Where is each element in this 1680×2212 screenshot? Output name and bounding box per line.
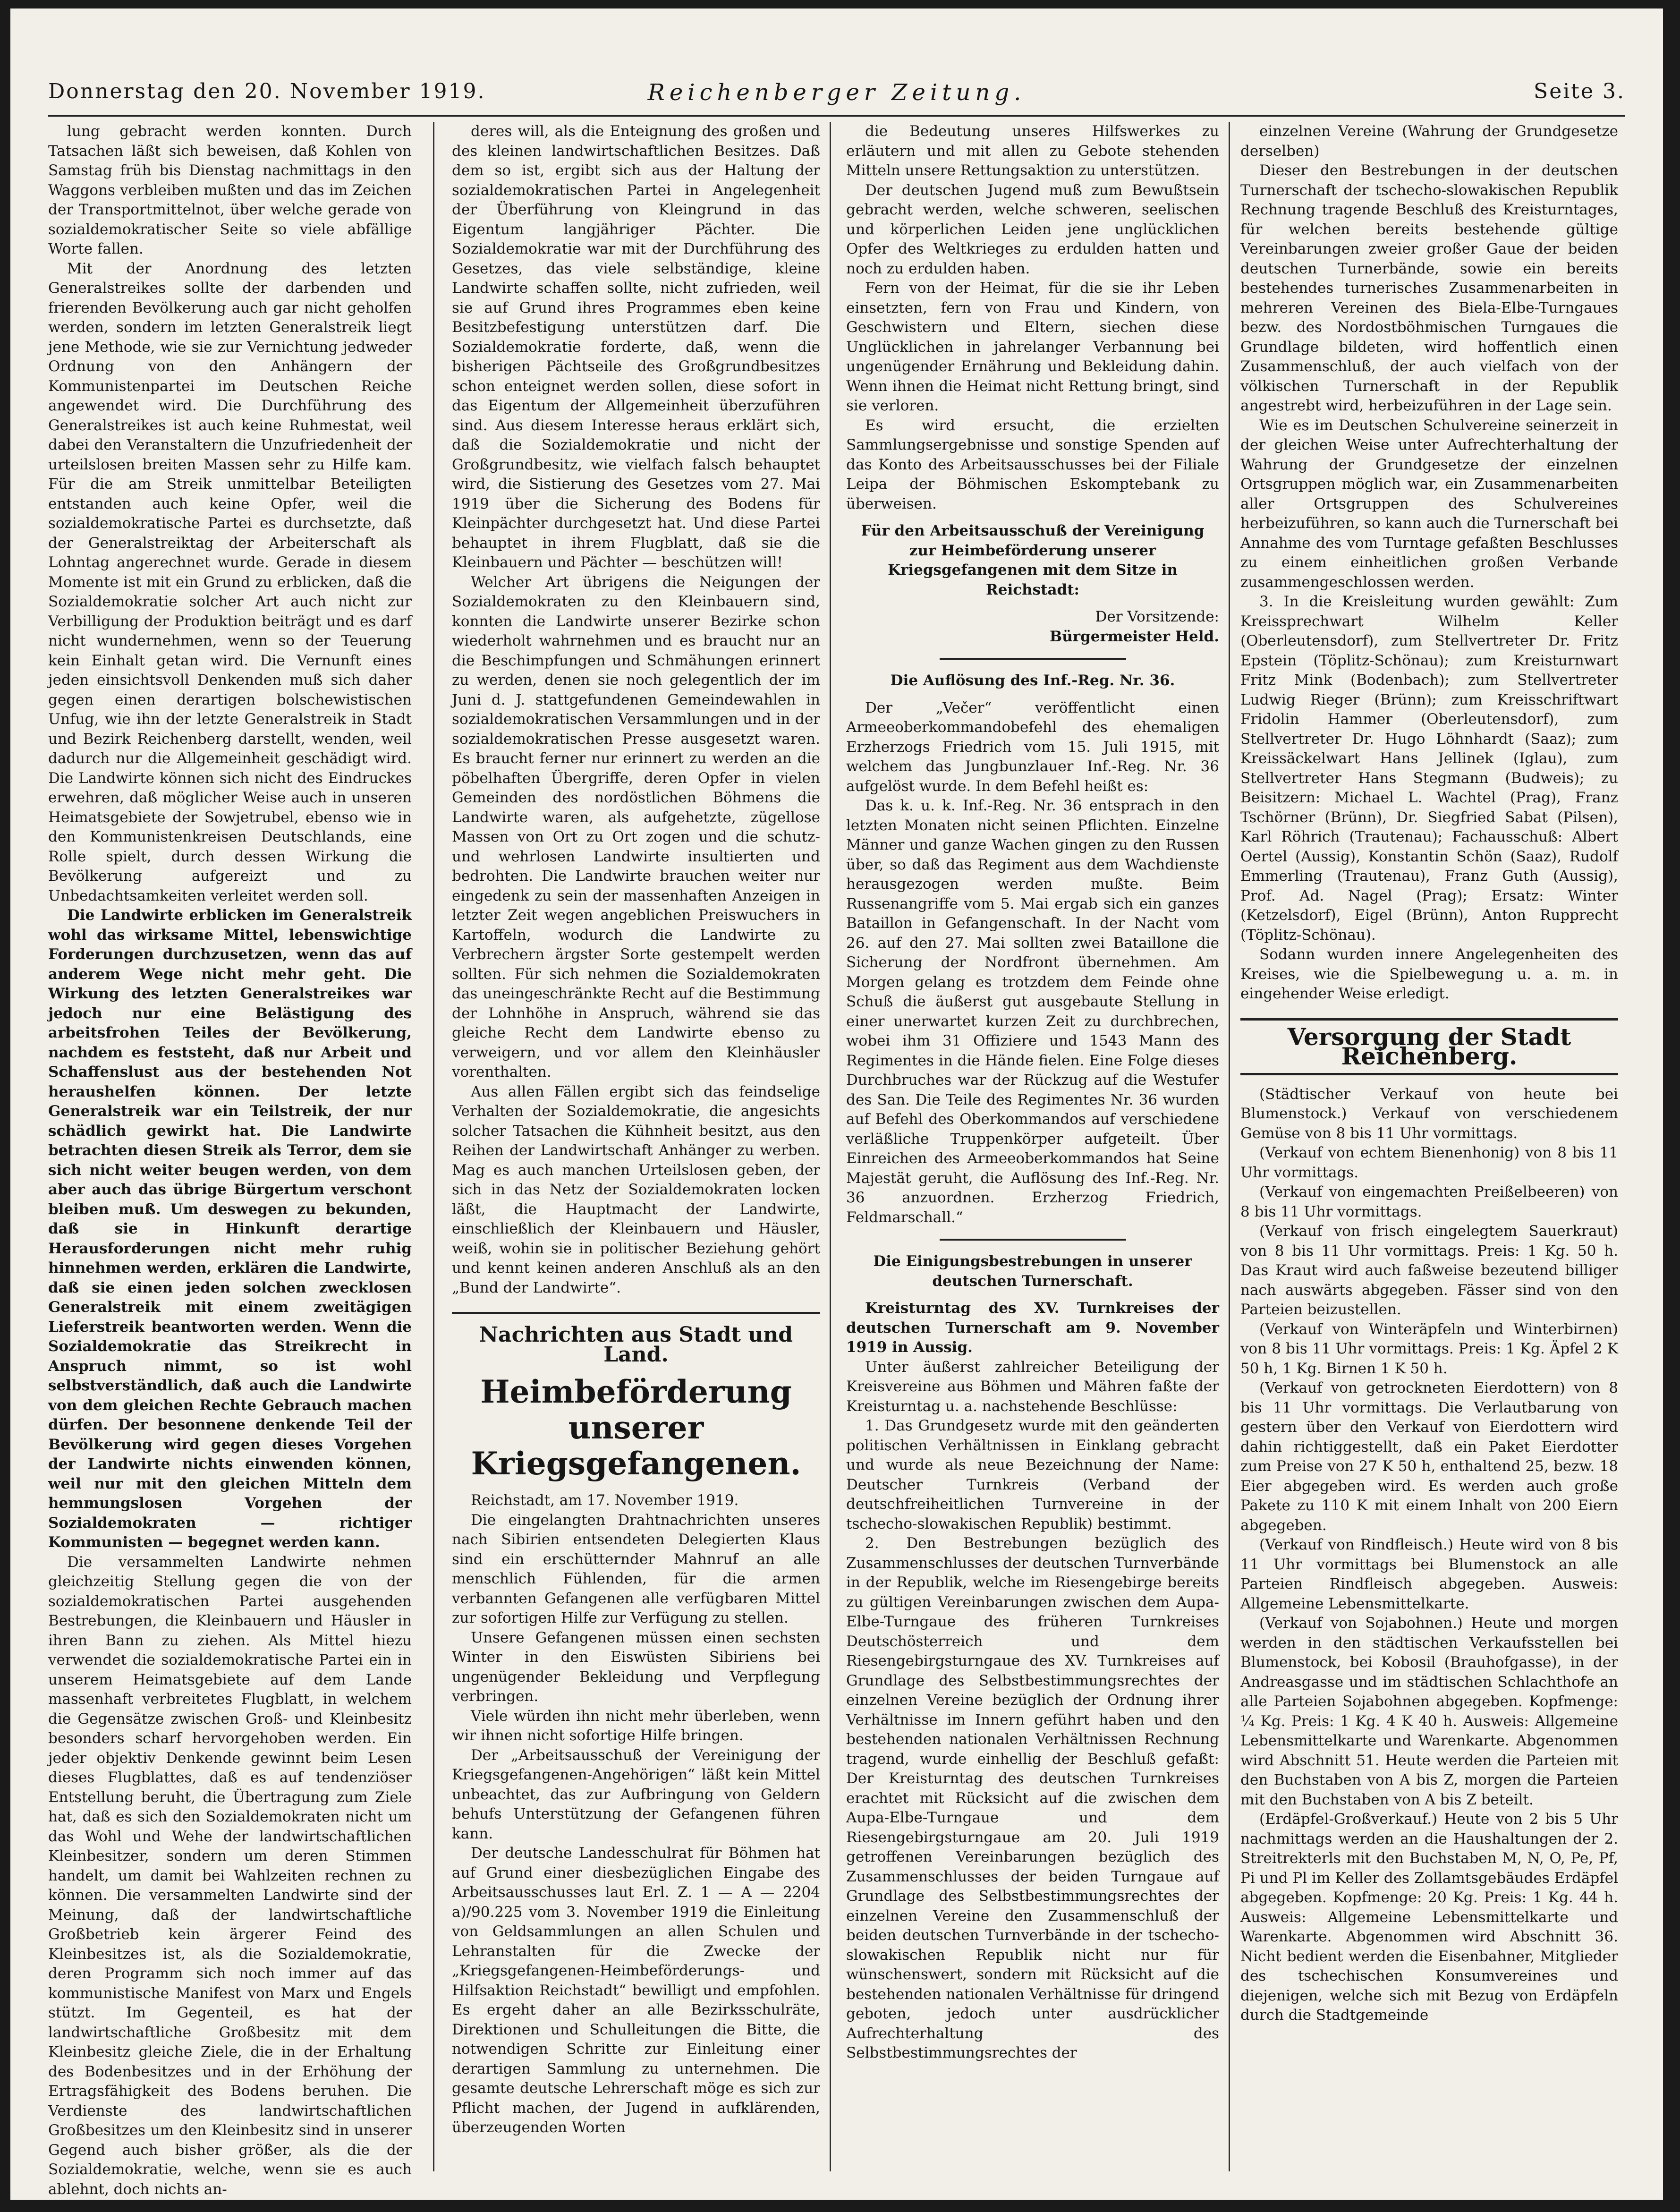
column-rule — [830, 122, 831, 2171]
article-headline: Heimbeförderung unserer Kriegsgefangenen. — [471, 1373, 801, 1482]
paragraph: (Verkauf von getrockneten Eierdottern) von 8 bis 11 Uhr vormittags. Die Verlautbarung von gestern über den Verkauf von Eierdottern wird dahin richtiggestellt, daß ein Paket Eierdotter zum Preise von 27 K 50 h, enthaltend 25, bezw. 18 Eier abgegeben wird. Es werden auch große Pakete zu 110 K mit einem Inhalt von 200 Eiern abgegeben. — [1240, 1379, 1618, 1534]
paragraph: Unter äußerst zahlreicher Beteiligung der Kreisvereine aus Böhmen und Mähren faßte der Kreisturntag u. a. nachstehende Beschlüsse: — [846, 1358, 1219, 1415]
paragraph: Unsere Gefangenen müssen einen sechsten Winter in den Eiswüsten Sibiriens bei ungenügender Bekleidung und Verpflegung verbringen. — [452, 1629, 820, 1705]
paragraph: (Verkauf von echtem Bienenhonig) von 8 bis 11 Uhr vormittags. — [1240, 1144, 1618, 1181]
paragraph: Wie es im Deutschen Schulvereine seinerzeit in der gleichen Weise unter Aufrechterhaltung der Wahrung der Grundgesetze der einzelnen Ortsgruppen möglich war, ein Zusammenarbeiten aller Ortsgruppen des Schulvereines herbeizuführen, so kann auch die Turnerschaft bei Annahme des vom Turntage gefaßten Beschlusses zu einem einheitlichen großen Verbande zusammengeschlossen werden. — [1240, 417, 1618, 591]
paragraph: Kreisturntag des XV. Turnkreises der deutschen Turnerschaft am 9. November 1919 in Aussig. — [846, 1300, 1219, 1356]
section-heading: Versorgung der Stadt Reichenberg. — [1240, 1018, 1618, 1075]
paragraph: 2. Den Bestrebungen bezüglich des Zusammenschlusses der deutschen Turnverbände in der Republik, welche im Riesengebirge bereits zu gültigen Vereinbarungen zwischen dem Aupa-Elbe-Turngaue des früheren Turnkreises Deutschösterreich und dem Riesengebirgsturngaue des XV. Turnkreises auf Grundlage des Selbstbestimmungsrechtes der einzelnen Vereine bezüglich der Ordnung ihrer Verhältnisse im Innern geführt haben und den bestehenden nationalen Verhältnissen Rechnung tragend, wurde einhellig der Beschluß gefaßt: Der Kreisturntag des deutschen Turnkreises erachtet mit Rücksicht auf die zwischen dem Aupa-Elbe-Turngaue und dem Riesengebirgsturngaue am 20. Juli 1919 getroffenen Vereinbarungen bezüglich des Zusammenschlusses der beiden Turngaue auf Grundlage des Selbstbestimmungsrechtes der einzelnen Vereine den Zusammenschluß der beiden deutschen Turnverbände in der tschecho-slowakischen Republik nicht nur für wünschenswert, sondern mit Rücksicht auf die bestehenden nationalen Verhältnisse für dringend geboten, jedoch unter ausdrücklicher Aufrechterhaltung des Selbstbestimmungsrechtes der — [846, 1535, 1219, 2061]
paragraph: Welcher Art übrigens die Neigungen der Sozialdemokraten zu den Kleinbauern sind, konnten die Landwirte unserer Bezirke schon wiederholt wahrnehmen und es braucht nur an die Beschimpfungen und Schmähungen erinnert zu werden, denen sie noch gelegentlich der im Juni d. J. stattgefundenen Gemeindewahlen in sozialdemokratischen Versammlungen und in der sozialdemokratischen Presse ausgesetzt waren. Es braucht ferner nur erinnert zu werden an die pöbelhaften Übergriffe, deren Opfer in vielen Gemeinden des nordöstlichen Böhmens die Landwirte waren, als aufgehetzte, zügellose Massen von Ort zu Ort zogen und die schutz- und wehrlosen Landwirte insultierten und bedrohten. Die Landwirte brauchen weiter nur eingedenk zu sein der massenhaften Anzeigen in letzter Zeit wegen angeblichen Preiswuchers in Kartoffeln, wodurch die Landwirte zu Verbrechern ärgster Sorte gestempelt werden sollten. Für sich nehmen die Sozialdemokraten das uneingeschränkte Recht auf die Bestimmung der Lohnhöhe in Anspruch, während sie das gleiche Recht dem Landwirte ebenso zu verweigern, und vor allem den Kleinhäusler vorenthalten. — [452, 573, 820, 1080]
paragraph: Der deutsche Landesschulrat für Böhmen hat auf Grund einer diesbezüglichen Eingabe des Arbeitsausschusses laut Erl. Z. 1 — A — 2204 a)/90.225 vom 3. November 1919 die Einleitung von Geldsammlungen an allen Schulen und Lehranstalten für die Zwecke der „Kriegsgefangenen-Heimbeförderungs- und Hilfsaktion Reichstadt“ bewilligt und empfohlen. Es ergeht daher an alle Bezirksschulräte, Direktionen und Schulleitungen die Bitte, die notwendigen Schritte zur Einleitung einer derartigen Sammlung zu unternehmen. Die gesamte deutsche Lehrerschaft möge es sich zur Pflicht machen, der Jugend in aufklärenden, überzeugenden Worten — [452, 1845, 820, 2136]
paragraph: Der „Arbeitsausschuß der Vereinigung der Kriegsgefangenen-Angehörigen“ läßt kein Mittel unbeachtet, das zur Aufbringung von Geldern behufs Unterstützung der Gefangenen führen kann. — [452, 1746, 820, 1842]
paragraph: Die Landwirte erblicken im Generalstreik wohl das wirksame Mittel, lebenswichtige Forderungen durchzusetzen, wenn das auf anderem Wege nicht mehr geht. Die Wirkung des letzten Generalstreikes war jedoch nur eine Belästigung des arbeitsfrohen Teiles der Bevölkerung, nachdem es feststeht, daß nur Arbeit und Schaffenslust aus der bestehenden Not heraushelfen können. Der letzte Generalstreik war ein Teilstreik, der nur schädlich gewirkt hat. Die Landwirte betrachten diesen Streik als Terror, dem sie sich nicht weiter beugen werden, von dem aber auch das übrige Bürgertum verschont bleiben muß. Um deswegen zu bekunden, daß sie in Hinkunft derartige Herausforderungen nicht mehr ruhig hinnehmen werden, erklären die Landwirte, daß sie einen jeden solchen zwecklosen Generalstreik mit einem zweitägigen Lieferstreik beantworten werden. Wenn die Sozialdemokratie das Streikrecht in Anspruch nimmt, so ist wohl selbstverständlich, daß auch die Landwirte von dem gleichen Rechte Gebrauch machen dürfen. Der besonnene denkende Teil der Bevölkerung wird gegen dieses Vorgehen der Landwirte nichts einwenden können, weil nur mit den gleichen Mitteln dem hemmungslosen Vorgehen der Sozialdemokraten — richtiger Kommunisten — begegnet werden kann. — [48, 907, 412, 1551]
paragraph: deres will, als die Enteignung des großen und des kleinen landwirtschaftlichen Besitzes. Daß dem so ist, ergibt sich aus der Haltung der sozialdemokratischen Partei in Angelegenheit der Überführung von Kleingrund in das Eigentum langjähriger Pächter. Die Sozialdemokratie war mit der Durchführung des Gesetzes, das viele selbständige, kleine Landwirte schaffen sollte, nicht zufrieden, weil sie auf Grund ihres Programmes eben keine Besitzbefestigung unterstützen darf. Die Sozialdemokratie forderte, daß, wenn die bisherigen Pächtseile des Großgrundbesitzes schon enteignet werden sollen, diese sofort in das Eigentum der Allgemeinheit überzuführen sind. Aus diesem Interesse heraus erklärt sich, daß die Sozialdemokratie und nicht der Großgrundbesitz, wie vielfach falsch behauptet wird, die Sistierung des Gesetzes vom 27. Mai 1919 über die Sicherung des Bodens für Kleinpächter durchgesetzt hat. Und diese Partei behauptet in ihrem Flugblatt, daß sie die Kleinbauern und Pächter — beschützen will! — [452, 123, 820, 571]
article-heading: Die Auflösung des Inf.-Reg. Nr. 36. — [890, 672, 1175, 689]
paragraph: 1. Das Grundgesetz wurde mit den geänderten politischen Verhältnissen in Einklang gebracht und wurde als neue Bezeichnung der Name: Deutscher Turnkreis (Verband der deutschfreiheitlichen Turnvereine in der tschecho-slowakischen Republik) bestimmt. — [846, 1417, 1219, 1532]
paragraph: (Verkauf von Rindfleisch.) Heute wird von 8 bis 11 Uhr vormittags bei Blumenstock an alle Parteien Rindfleisch abgegeben. Ausweis: Allgemeine Lebensmittelkarte. — [1240, 1536, 1618, 1612]
header-date: Donnerstag den 20. November 1919. — [48, 79, 486, 103]
divider — [940, 658, 1126, 660]
paragraph: Der deutschen Jugend muß zum Bewußtsein gebracht werden, welche schweren, seelischen und körperlichen Leiden jene unglücklichen Opfer des Weltkrieges zu erdulden hatten und noch zu erdulden haben. — [846, 181, 1219, 277]
paragraph: (Erdäpfel-Großverkauf.) Heute von 2 bis 5 Uhr nachmittags werden an die Haushaltungen der 2. Streitrekterls mit den Buchstaben M, N, O, Pe, Pf, Pi und Pl im Keller des Zollamtsgebäudes Erdäpfel abgegeben. Kopfmenge: 20 Kg. Preis: 1 Kg. 44 h. Ausweis: Allgemeine Lebensmittelkarte und Warenkarte. Abgenommen wird Abschnitt 36. Nicht bedient werden die Eisenbahner, Mitglieder des tschechischen Konsumvereines und diejenigen, welche sich mit Bezug von Erdäpfeln durch die Stadtgemeinde — [1240, 1811, 1618, 2024]
paragraph: (Verkauf von eingemachten Preißelbeeren) von 8 bis 11 Uhr vormittags. — [1240, 1183, 1618, 1220]
paragraph: Mit der Anordnung des letzten Generalstreikes sollte der darbenden und frierenden Bevölkerung auch gar nicht geholfen werden, sondern im letzten Generalstreik liegt jene Methode, wie sie zur Vernichtung jedweder Ordnung von den Anhängern der Kommunistenpartei im Deutschen Reiche angewendet wird. Die Durchführung des Generalstreikes ist auch keine Ruhmestat, weil dabei den Veranstaltern die Unzufriedenheit der urteilslosen breiten Massen sehr zu Hilfe kam. Für die am Streik unmittelbar Beteiligten entstanden auch keine Opfer, weil die sozialdemokratische Partei es durchsetzte, daß der Generalstreiktag der Arbeiterschaft als Lohntag angerechnet wurde. Gerade in diesem Momente ist mit ein Grund zu erblicken, daß die Sozialdemokratie solcher Art auch nicht zur Verbilligung der Produktion beiträgt und es darf nicht wundernehmen, wenn so der Teuerung kein Einhalt getan wird. Die Vernunft eines jeden einsichtsvoll Denkenden muß sich daher gegen einen derartigen bolschewistischen Unfug, wie ihn der letzte Generalstreik in Stadt und Bezirk Reichenberg darstellt, wenden, weil dadurch nur die Allgemeinheit geschädigt wird. Die Landwirte können sich nicht des Eindruckes erwehren, daß möglicher Weise auch in unseren Heimatsgebiete der Sowjetrubel, ebenso wie in den Kommunistenkreisen Deutschlands, eine Rolle spielt, durch dessen Wirkung die Bevölkerung aufgereizt und zu Unbedachtsamkeiten verleitet werden soll. — [48, 260, 412, 904]
header-masthead: Reichenberger Zeitung. — [647, 79, 1026, 106]
column-2 — [452, 122, 820, 2181]
paragraph: Sodann wurden innere Angelegenheiten des Kreises, wie die Spielbewegung u. a. m. in eingehender Weise erledigt. — [1240, 946, 1618, 1002]
dateline: Reichstadt, am 17. November 1919. — [471, 1492, 739, 1509]
paragraph: Der „Večer“ veröffentlicht einen Armeeoberkommandobefehl des ehemaligen Erzherzogs Friedrich vom 15. Juli 1915, mit welchem das Jungbunzlauer Inf.-Reg. Nr. 36 aufgelöst wurde. In dem Befehl heißt es: — [846, 699, 1219, 795]
article-heading: Die Einigungsbestrebungen in unserer deutschen Turnerschaft. — [873, 1253, 1192, 1290]
paragraph: Viele würden ihn nicht mehr überleben, wenn wir ihnen nicht sofortige Hilfe bringen. — [452, 1707, 820, 1744]
paragraph: Dieser den Bestrebungen in der deutschen Turnerschaft der tschecho-slowakischen Republik Rechnung tragende Beschluß des Kreisturntages, für welchen bereits bestehende gültige Vereinbarungen zweier großer Gaue der beiden deutschen Turnerbände, sowie ein bereits bestehendes turnerisches Zusammenarbeiten in mehreren Vereinen des Biela-Elbe-Turngaues bezw. des Nordostböhmischen Turngaues die Grundlage bildeten, wird hoffentlich einen Zusammenschluß, der auch vielfach von der völkischen Turnerschaft in der Republik angestrebt wird, herbeizuführen in der Lage sein. — [1240, 162, 1618, 414]
paragraph: (Verkauf von Winteräpfeln und Winterbirnen) von 8 bis 11 Uhr vormittags. Preis: 1 Kg. Äpfel 2 K 50 h, 1 Kg. Birnen 1 K 50 h. — [1240, 1320, 1618, 1377]
paragraph: Aus allen Fällen ergibt sich das feindselige Verhalten der Sozialdemokratie, die angesichts solcher Tatsachen die Kühnheit besitzt, aus den Reihen der Landwirtschaft Anhänger zu werben. Mag es auch manchen Urteilslosen geben, der sich in das Netz der Sozialdemokraten locken läßt, die Hauptmacht der Landwirte, einschließlich der Kleinbauern und Häusler, weiß, wohin sie in politischer Beziehung gehört und kennt keinen anderen Anschluß als an den „Bund der Landwirte“. — [452, 1083, 820, 1296]
column-3 — [846, 122, 1219, 2181]
column-rule — [433, 122, 434, 2171]
notice-heading: Für den Arbeitsausschuß der Vereinigung zur Heimbeförderung unserer Kriegsgefangenen mit dem Sitze in Reichstadt: — [861, 522, 1205, 598]
signature-name: Bürgermeister Held. — [1050, 628, 1219, 645]
paragraph: Die eingelangten Drahtnachrichten unseres nach Sibirien entsendeten Delegierten Klaus sind ein erschütternder Mahnruf an alle menschlich Fühlenden, für die armen verbannten Gefangenen alle verfügbaren Mittel zur sofortigen Hilfe zur Verfügung zu stellen. — [452, 1511, 820, 1626]
paragraph: lung gebracht werden konnten. Durch Tatsachen läßt sich beweisen, daß Kohlen von Samstag früh bis Dienstag nachmittags in den Waggons verbleiben mußten und das im Zeichen der Transportmittelnot, über welche gerade von sozialdemokratischer Seite so viele abfällige Worte fallen. — [48, 123, 412, 257]
paragraph: (Verkauf von frisch eingelegtem Sauerkraut) von 8 bis 11 Uhr vormittags. Preis: 1 Kg. 50 h. Das Kraut wird auch faßweise bezeutend billiger nach auswärts abgegeben. Fässer sind von den Parteien beizustellen. — [1240, 1223, 1618, 1318]
signature-title: Der Vorsitzende: — [1095, 608, 1219, 625]
paragraph: 3. In die Kreisleitung wurden gewählt: Zum Kreissprechwart Wilhelm Keller (Oberleutensdorf), zum Stellvertreter Dr. Fritz Epstein (Töplitz-Schönau); zum Kreisturnwart Fritz Mink (Bodenbach); zum Stellvertreter Ludwig Rieger (Brünn); zum Kreisschriftwart Fridolin Hammer (Oberleutensdorf), zum Stellvertreter Dr. Hugo Löhnhardt (Saaz); zum Kreissäckelwart Hans Jellinek (Iglau), zum Stellvertreter Hans Stegmann (Budweis); zu Beisitzern: Michael L. Wachtel (Prag), Franz Tschörner (Brünn), Dr. Siegfried Sabat (Pilsen), Karl Röhrich (Trautenau); Fachausschuß: Albert Oertel (Aussig), Konstantin Schön (Saaz), Rudolf Emmerling (Trautenau), Franz Guth (Aussig), Prof. Ad. Nagel (Prag); Ersatz: Winter (Ketzelsdorf), Eigel (Brünn), Anton Rupprecht (Töplitz-Schönau). — [1240, 593, 1618, 944]
paragraph: (Verkauf von Sojabohnen.) Heute und morgen werden in den städtischen Verkaufsstellen bei Blumenstock, bei Kobosil (Brauhofgasse), in der Andreasgasse und im städtischen Schlachthofe an alle Parteien Sojabohnen abgegeben. Kopfmenge: ¼ Kg. Preis: 1 Kg. 4 K 40 h. Ausweis: Allgemeine Lebensmittelkarte und Warenkarte. Abgenommen wird Abschnitt 51. Heute werden die Parteien mit den Buchstaben von A bis Z, morgen die Parteien mit den Buchstaben von A bis Z beteilt. — [1240, 1615, 1618, 1808]
column-rule — [1229, 122, 1230, 2171]
newspaper-page — [10, 9, 1663, 2200]
divider — [940, 1239, 1126, 1241]
paragraph: einzelnen Vereine (Wahrung der Grundgesetze derselben) — [1240, 123, 1618, 160]
column-1 — [48, 122, 412, 2198]
paragraph: (Städtischer Verkauf von heute bei Blumenstock.) Verkauf von verschiedenem Gemüse von 8 bis 11 Uhr vormittags. — [1240, 1085, 1618, 1142]
section-heading: Nachrichten aus Stadt und Land. — [452, 1312, 820, 1364]
paragraph: Fern von der Heimat, für die sie ihr Leben einsetzten, fern von Frau und Kindern, von Geschwistern und Eltern, siechen diese Unglücklichen in jahrelanger Verbannung bei ungenügender Ernährung und Bekleidung dahin. Wenn ihnen die Heimat nicht Rettung bringt, sind sie verloren. — [846, 280, 1219, 414]
paragraph: Die versammelten Landwirte nehmen gleichzeitig Stellung gegen die von der sozialdemokratischen Partei ausgehenden Bestrebungen, die Kleinbauern und Häusler in ihren Bann zu ziehen. Als Mittel hiezu verwendet die sozialdemokratische Partei ein in unserem Heimatsgebiete auf dem Lande massenhaft verbreitetes Flugblatt, in welchem die Gegensätze zwischen Groß- und Kleinbesitz besonders scharf hervorgehoben werden. Ein jeder objektiv Denkende gewinnt beim Lesen dieses Flugblattes, daß es auf tendenziöser Entstellung beruht, die Übertragung zum Ziele hat, daß es sich den Sozialdemokraten nicht um das Wohl und Wehe der landwirtschaftlichen Kleinbesitzer, sondern um deren Stimmen handelt, um damit bei Wahlzeiten rechnen zu können. Die versammelten Landwirte sind der Meinung, daß der landwirtschaftliche Großbetrieb kein ärgerer Feind des Kleinbesitzes ist, als die Sozialdemokratie, deren Programm sich noch immer auf das kommunistische Manifest von Marx und Engels stützt. Im Gegenteil, es hat der landwirtschaftliche Großbesitz mit dem Kleinbesitz gleiche Ziele, die in der Erhaltung des Bodenbesitzes und in der Erhöhung der Ertragsfähigkeit des Bodens beruhen. Die Verdienste des landwirtschaftlichen Großbesitzes um den Kleinbesitz sind in unserer Gegend auch bisher größer, als die der Sozialdemokratie, welche, wenn sie es auch ablehnt, doch nichts an- — [48, 1553, 412, 2198]
header-page-number: Seite 3. — [1534, 79, 1625, 103]
paragraph: die Bedeutung unseres Hilfswerkes zu erläutern und mit allen zu Gebote stehenden Mitteln unsere Rettungsaktion zu unterstützen. — [846, 123, 1219, 179]
paragraph: Es wird ersucht, die erzielten Sammlungsergebnisse und sonstige Spenden auf das Konto des Arbeitsausschusses bei der Filiale Leipa der Böhmischen Eskomptebank zu überweisen. — [846, 417, 1219, 512]
column-4 — [1240, 122, 1618, 2181]
header-rule — [48, 115, 1625, 117]
paragraph: Das k. u. k. Inf.-Reg. Nr. 36 entsprach in den letzten Monaten nicht seinen Pflichten. Einzelne Männer und ganze Wachen gingen zu den Russen über, so daß das Regiment aus dem Wachdienste herausgezogen werden mußte. Beim Russenangriffe vom 5. Mai ergab sich ein ganzes Bataillon in Gefangenschaft. In der Nacht vom 26. auf den 27. Mai sollten zwei Bataillone die Sicherung der Nordfront übernehmen. Am Morgen gelang es trotzdem dem Feinde ohne Schuß die äußerst gut ausgebaute Stellung in einer unerwartet kurzen Zeit zu durchbrechen, wobei ihm 31 Offiziere und 1543 Mann des Regimentes in die Hände fielen. Eine Folge dieses Durchbruches war der Rückzug auf die Westufer des San. Die Teile des Regimentes Nr. 36 wurden auf Befehl des Oberkommandos auf verschiedene verläßliche Truppenkörper aufgeteilt. Über Einreichen des Armeeoberkommandos hat Seine Majestät geruht, die Auflösung des Inf.-Reg. Nr. 36 anzuordnen. Erzherzog Friedrich, Feldmarschall.“ — [846, 797, 1219, 1226]
